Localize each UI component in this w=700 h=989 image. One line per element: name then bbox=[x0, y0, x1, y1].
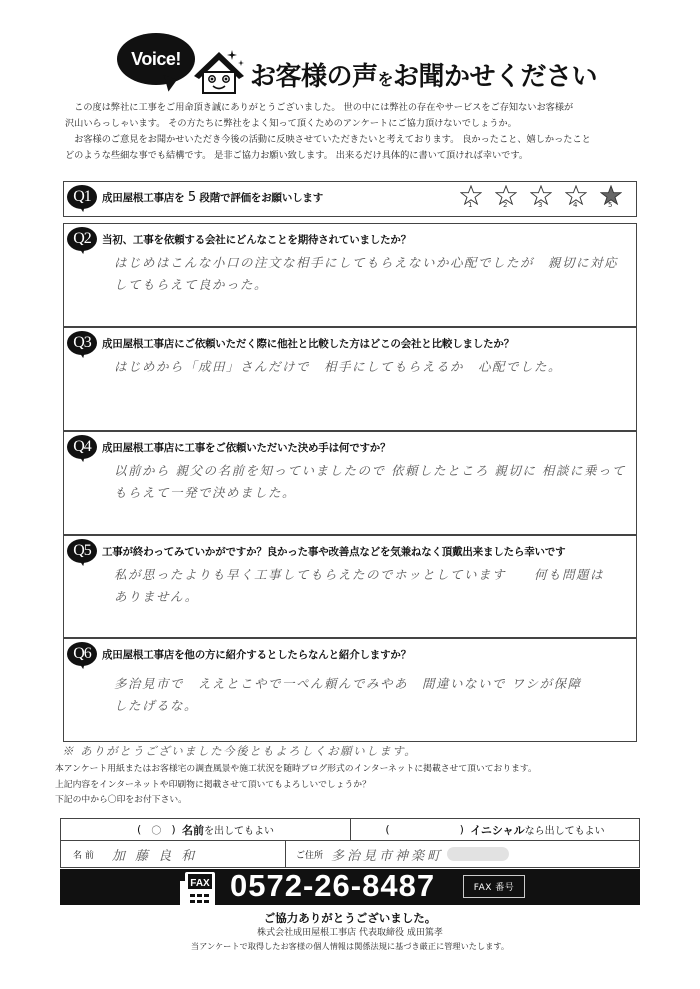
thanks-message: ご協力ありがとうございました。 bbox=[263, 911, 437, 925]
name-value: 加 藤 良 和 bbox=[111, 848, 198, 864]
question-text: 成田屋根工事店にご依頼いただく際に他社と比較した方はどこの会社と比較しましたか？ bbox=[102, 337, 514, 350]
selection-mark: 〇 bbox=[151, 826, 162, 837]
question-6-box bbox=[63, 638, 637, 742]
fax-machine-icon bbox=[180, 869, 216, 913]
handwritten-answer[interactable]: 以前から 親父の名前を知っていましたので 依頼したところ 親切に 相談に乗って もらえて一発で決めました。 bbox=[114, 463, 626, 500]
question-text: 当初、工事を依頼する会社にどんなことを期待されていましたか？ bbox=[102, 233, 411, 246]
question-5-box bbox=[63, 535, 637, 638]
handwritten-answer[interactable]: はじめはこんな小口の注文な相手にしてもらえないか心配でしたが 親切に対応 してもらえて良かった。 bbox=[114, 255, 619, 292]
fax-number-tag: FAX 番号 bbox=[463, 875, 525, 898]
star-2-icon[interactable]: 2 bbox=[495, 185, 517, 211]
rating-stars[interactable] bbox=[460, 185, 622, 211]
fax-number: 0572-26-8487 bbox=[230, 868, 436, 903]
company-name: 株式会社成田屋根工事店 代表取締役 成田篤孝 bbox=[257, 928, 443, 938]
redacted-address-blur bbox=[447, 847, 509, 861]
question-1-box bbox=[63, 181, 637, 217]
star-1-icon[interactable]: 1 bbox=[460, 185, 482, 211]
voice-label: Voice! bbox=[131, 48, 181, 69]
handwritten-answer[interactable]: 私が思ったよりも早く工事してもらえたのでホッとしています 何も問題は ありません。 bbox=[114, 567, 605, 604]
question-badge: Q4 bbox=[67, 435, 97, 459]
question-4-box bbox=[63, 431, 637, 535]
privacy-statement: 当アンケートで取得したお客様の個人情報は関係法規に基づき厳正に管理いたします。 bbox=[190, 941, 510, 951]
address-value: 多治見市神楽町 bbox=[331, 848, 444, 864]
star-5-filled-icon[interactable]: 5 bbox=[600, 185, 622, 211]
question-text: 成田屋根工事店に工事をご依頼いただいた決め手は何ですか？ bbox=[102, 441, 391, 454]
consent-option-initial[interactable]: ( ) イニシャル なら出してもよい bbox=[385, 823, 605, 837]
smiling-house-icon bbox=[192, 48, 246, 94]
star-4-icon[interactable]: 4 bbox=[565, 185, 587, 211]
handwritten-answer[interactable]: はじめから「成田」さんだけで 相手にしてもらえるか 心配でした。 bbox=[114, 359, 563, 374]
consent-table bbox=[60, 818, 640, 868]
consent-option-name[interactable]: ( 〇 ) 名前 を出してもよい bbox=[61, 819, 351, 840]
voice-speech-bubble bbox=[117, 33, 195, 85]
question-badge: Q3 bbox=[67, 331, 97, 355]
question-badge: Q5 bbox=[67, 539, 97, 563]
page-title: お客様の声をお聞かせください bbox=[250, 62, 598, 92]
publication-notice: 本アンケート用紙またはお客様宅の調査風景や施工状況を随時ブログ形式のインターネットに掲載させて頂いております。 上記内容をインターネットや印刷物に掲載させて頂いてもよろしいでしょうか？ 下記の中から〇印をお付下さい。 bbox=[55, 764, 537, 805]
footer bbox=[0, 910, 700, 952]
name-field[interactable]: 名 前 加 藤 良 和 bbox=[61, 841, 286, 867]
svg-text:FAX: FAX bbox=[190, 878, 210, 889]
header bbox=[0, 0, 700, 100]
star-3-icon[interactable]: 3 bbox=[530, 185, 552, 211]
address-field[interactable]: ご住所 多治見市神楽町 bbox=[286, 841, 639, 867]
handwritten-answer[interactable]: 多治見市で ええとこやで一ぺん頼んでみやあ 間違いないで ワシが保障 したげるな。 bbox=[114, 676, 582, 713]
fax-bar bbox=[60, 869, 640, 905]
question-badge: Q6 bbox=[67, 642, 97, 666]
handwritten-closing-note: ※ ありがとうございました今後ともよろしくお願いします。 bbox=[62, 744, 418, 758]
question-3-box bbox=[63, 327, 637, 431]
question-text: 工事が終わってみていかがですか？良かった事や改善点などを気兼ねなく頂戴出来ましたら幸いです bbox=[102, 545, 566, 558]
question-text: 成田屋根工事店を 5 段階で評価をお願いします bbox=[102, 189, 324, 205]
question-2-box bbox=[63, 223, 637, 327]
intro-text: この度は弊社に工事をご用命頂き誠にありがとうございました。 世の中には弊社の存在やサービスをご存知ないお客様が 沢山いらっしゃいます。 その方たちに弊社をよく知って頂くためのアンケートにご協力頂けないでしょうか。 お客様のご意見をお聞かせいただき今後の活動に反映させていただきたいと考えております。 良かったこと、嬉しかったこと どのような些細な事でも結構です。 是非ご協力お願い致します。 出来るだけ具体的に書いて頂ければ幸いです。 bbox=[65, 102, 591, 161]
question-badge: Q2 bbox=[67, 227, 97, 251]
question-badge: Q1 bbox=[67, 185, 97, 209]
question-text: 成田屋根工事店を他の方に紹介するとしたらなんと紹介しますか？ bbox=[102, 648, 411, 661]
